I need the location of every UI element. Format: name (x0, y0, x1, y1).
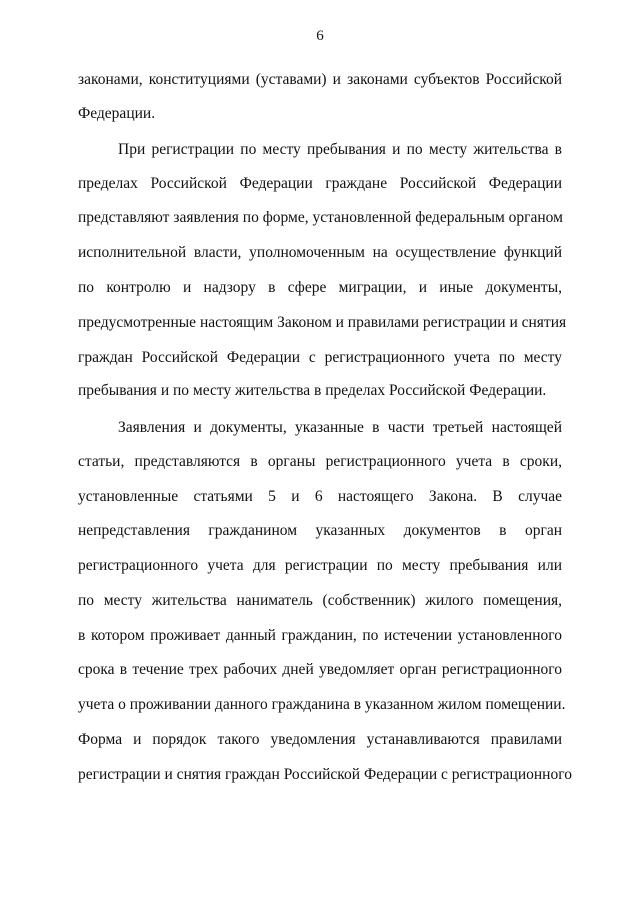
page-number: 6 (316, 28, 324, 44)
text-line: в котором проживает данный гражданин, по истечении установленного (78, 627, 562, 644)
text-line: учета о проживании данного гражданина в указанном жилом помещении. (78, 696, 566, 713)
text-line: непредставления гражданином указанных документов в орган (78, 522, 562, 539)
text-line: пределах Российской Федерации граждане Российской Федерации (78, 175, 562, 192)
text-line: пребывания и по месту жительства в пределах Российской Федерации. (78, 382, 547, 399)
text-line: Федерации. (78, 105, 156, 122)
text-line: законами, конституциями (уставами) и законами субъектов Российской (78, 71, 562, 88)
text-line: представляют заявления по форме, установленной федеральным органом (78, 209, 563, 226)
text-line: регистрации и снятия граждан Российской Федерации с регистрационного (78, 766, 572, 783)
text-line: граждан Российской Федерации с регистрационного учета по месту (78, 349, 562, 366)
text-line: статьи, представляются в органы регистрационного учета в сроки, (78, 453, 562, 470)
text-line: по месту жительства наниматель (собственник) жилого помещения, (78, 592, 562, 609)
text-line: исполнительной власти, уполномоченным на осуществление функций (78, 244, 562, 261)
text-line: предусмотренные настоящим Законом и правилами регистрации и снятия (78, 314, 567, 331)
text-line: регистрационного учета для регистрации по месту пребывания или (78, 557, 562, 574)
paragraph-first-line: Заявления и документы, указанные в части третьей настоящей (118, 419, 562, 436)
text-line: срока в течение трех рабочих дней уведомляет орган регистрационного (78, 661, 562, 678)
paragraph-first-line: При регистрации по месту пребывания и по месту жительства в (118, 141, 562, 158)
text-line: установленные статьями 5 и 6 настоящего Закона. В случае (78, 488, 562, 505)
text-line: Форма и порядок такого уведомления устанавливаются правилами (78, 731, 562, 748)
text-line: по контролю и надзору в сфере миграции, и иные документы, (78, 279, 562, 296)
